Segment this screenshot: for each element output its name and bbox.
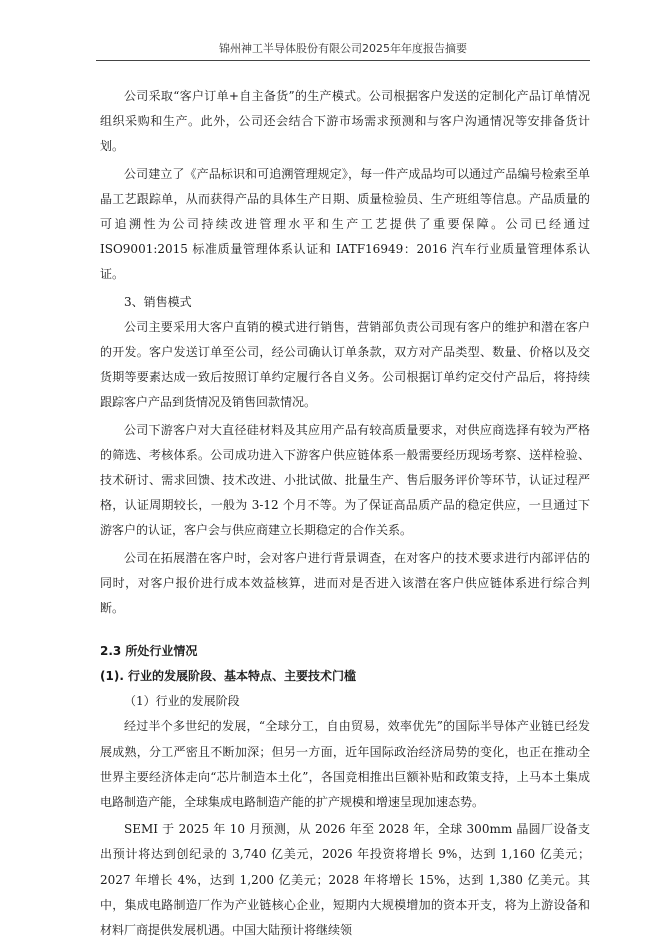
traceability-paragraph: 公司建立了《产品标识和可追溯管理规定》，每一件产成品均可以通过产品编号检索至单晶工艺跟踪单，从而获得产品的具体生产日期、质量检验员、生产班组等信息。产品质量的可追溯性为公司持续改进管理水平和生产工艺提供了重要保障。公司已经通过 ISO9001:2015 标准质量管理体系认证和 IATF16949：2016 汽车行业质量管理体系认证。	[100, 166, 590, 282]
section-title: 2.3 所处行业情况	[100, 644, 198, 659]
header-divider	[96, 60, 590, 61]
subsection-title: (1). 行业的发展阶段、基本特点、主要技术门槛	[100, 669, 357, 684]
industry-development-paragraph: 经过半个多世纪的发展，“全球分工，自由贸易，效率优先”的国际半导体产业链已经发展成熟，分工严密且不断加深；但另一方面，近年国际政治经济局势的变化，也正在推动全世界主要经济体走向“芯片制造本土化”，各国竞相推出巨额补贴和政策支持，上马本土集成电路制造产能，全球集成电路制造产能的扩产规模和增速呈现加速态势。	[100, 719, 590, 810]
sales-model-paragraph: 公司主要采用大客户直销的模式进行销售，营销部负责公司现有客户的维护和潜在客户的开发。客户发送订单至公司，经公司确认订单条款，双方对产品类型、数量、价格以及交货期等要素达成一致后按照订单约定履行各自义务。公司根据订单约定交付产品后，将持续跟踪客户产品到货情况及销售回款情况。	[100, 319, 590, 410]
report-body	[100, 84, 590, 943]
production-model-paragraph: 公司采取“客户订单+自主备货”的生产模式。公司根据客户发送的定制化产品订单情况组织采购和生产。此外，公司还会结合下游市场需求预测和与客户沟通情况等安排备货计划。	[100, 89, 590, 154]
development-stage-heading: （1）行业的发展阶段	[124, 694, 240, 709]
customer-certification-paragraph: 公司下游客户对大直径硅材料及其应用产品有较高质量要求，对供应商选择有较为严格的筛选、考核体系。公司成功进入下游客户供应链体系一般需要经历现场考察、送样检验、技术研讨、需求回馈、技术改进、小批试做、批量生产、售后服务评价等环节，认证过程严格，认证周期较长，一般为 3-12 个月不等。为了保证高品质产品的稳定供应，一旦通过下游客户的认证，客户会与供应商建立长期稳定的合作关系。	[100, 422, 590, 538]
semi-forecast-paragraph: SEMI 于 2025 年 10 月预测，从 2026 年至 2028 年，全球 300mm 晶圆厂设备支出预计将达到创纪录的 3,740 亿美元，2026 年投资将增长 9%，达到 1,160 亿美元；2027 年增长 4%，达到 1,200 亿美元；2028 年将增长 15%，达到 1,380 亿美元。其中，集成电路制造厂作为产业链核心企业，短期内大规模增加的资本开支，将为上游设备和材料厂商提供发展机遇。中国大陆预计将继续领	[100, 822, 590, 938]
page-header: 锦州神工半导体股份有限公司2025年年度报告摘要	[219, 42, 467, 55]
customer-evaluation-paragraph: 公司在拓展潜在客户时，会对客户进行背景调查，在对客户的技术要求进行内部评估的同时，对客户报价进行成本效益核算，进而对是否进入该潜在客户供应链体系进行综合判断。	[100, 550, 590, 616]
sales-model-heading: 3、销售模式	[124, 294, 192, 309]
